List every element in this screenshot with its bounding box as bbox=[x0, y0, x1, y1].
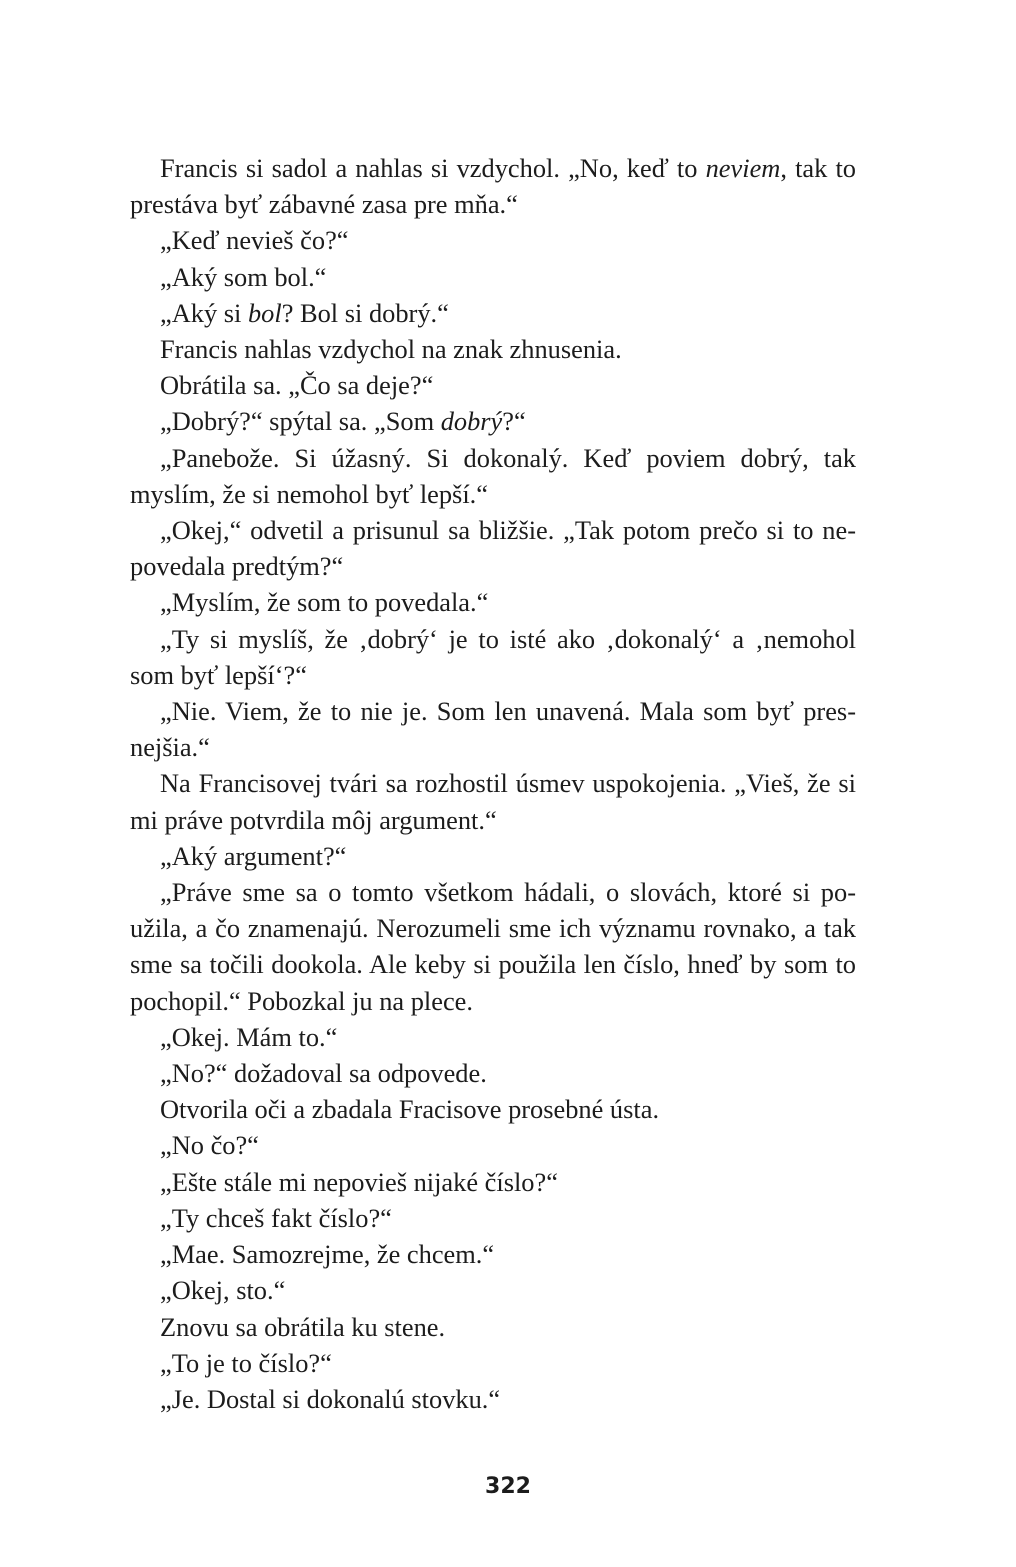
paragraph bbox=[130, 1309, 856, 1345]
text-segment: Otvorila oči a zbadala Fracisove prosebné ústa. bbox=[160, 1094, 660, 1125]
text-segment: Francis si sadol a nahlas si vzdychol. „No, keď to bbox=[160, 153, 706, 183]
text-segment: „Aký argument?“ bbox=[160, 840, 347, 871]
text-segment: , tak to prestáva byť zábavné zasa pre mňa.“ bbox=[130, 153, 857, 220]
paragraph bbox=[130, 512, 856, 584]
text-segment: Na Francisovej tvári sa rozhostil úsmev uspokojenia. „Vieš, že si mi práve potvrdila môj argument.“ bbox=[130, 768, 856, 835]
paragraph bbox=[130, 1381, 856, 1417]
paragraph bbox=[130, 1055, 856, 1091]
text-segment: „Práve sme sa o tomto všetkom hádali, o slovách, ktoré si použila, a čo znamenajú. Nerozumeli sme ich významu rovnako, a tak sme sa točili dookola. Ale keby si použila len číslo, hneď by som to pochopil.“ Pobozkal ju na plece. bbox=[130, 877, 856, 1016]
paragraph bbox=[130, 838, 856, 874]
italic-text: neviem bbox=[705, 153, 781, 183]
page-number: 322 bbox=[485, 1474, 531, 1499]
paragraph bbox=[130, 584, 856, 620]
text-segment: „Panebože. Si úžasný. Si dokonalý. Keď poviem dobrý, tak myslím, že si nemohol byť lepší.“ bbox=[130, 442, 856, 509]
text-segment: ?“ bbox=[502, 406, 526, 437]
paragraph bbox=[130, 403, 856, 439]
paragraph bbox=[130, 1236, 856, 1272]
text-segment: „Mae. Samozrejme, že chcem.“ bbox=[160, 1239, 495, 1270]
paragraph bbox=[130, 1200, 856, 1236]
paragraph bbox=[130, 440, 856, 512]
paragraph bbox=[130, 1019, 856, 1055]
text-segment: „To je to číslo?“ bbox=[160, 1347, 332, 1378]
paragraph bbox=[130, 1091, 856, 1127]
text-segment: Francis nahlas vzdychol na znak zhnusenia. bbox=[160, 334, 622, 365]
text-segment: Znovu sa obrátila ku stene. bbox=[160, 1311, 446, 1342]
text-segment: „Ešte stále mi nepovieš nijaké číslo?“ bbox=[160, 1166, 558, 1197]
text-segment: „Nie. Viem, že to nie je. Som len unavená. Mala som byť presnejšia.“ bbox=[130, 696, 856, 763]
italic-text: dobrý bbox=[440, 406, 503, 437]
paragraph bbox=[130, 1345, 856, 1381]
paragraph bbox=[130, 331, 856, 367]
paragraph bbox=[130, 621, 856, 693]
text-segment: „Keď nevieš čo?“ bbox=[160, 225, 349, 256]
text-segment: „Okej. Mám to.“ bbox=[160, 1021, 338, 1052]
paragraph bbox=[130, 693, 856, 765]
text-segment: Obrátila sa. „Čo sa deje?“ bbox=[160, 370, 434, 401]
text-segment: „No čo?“ bbox=[160, 1130, 259, 1161]
paragraph bbox=[130, 295, 856, 331]
text-segment: „Myslím, že som to povedala.“ bbox=[160, 587, 489, 618]
paragraph bbox=[130, 1127, 856, 1163]
paragraph bbox=[130, 367, 856, 403]
italic-text: bol bbox=[247, 297, 282, 328]
paragraph bbox=[130, 874, 856, 1019]
text-segment: „Dobrý?“ spýtal sa. „Som bbox=[160, 406, 441, 437]
paragraph bbox=[130, 1164, 856, 1200]
text-segment: „Okej, sto.“ bbox=[160, 1275, 286, 1306]
text-segment: „Aký som bol.“ bbox=[160, 261, 327, 292]
text-segment: „Je. Dostal si dokonalú stovku.“ bbox=[160, 1383, 501, 1414]
text-segment: „No?“ dožadoval sa odpovede. bbox=[160, 1058, 487, 1089]
paragraph bbox=[130, 1272, 856, 1308]
paragraph bbox=[130, 222, 856, 258]
text-segment: „Ty chceš fakt číslo?“ bbox=[160, 1202, 392, 1233]
paragraph bbox=[130, 150, 856, 222]
text-segment: „Ty si myslíš, že ‚dobrý‘ je to isté ako ‚dokonalý‘ a ‚nemohol som byť lepší‘?“ bbox=[130, 623, 856, 690]
text-segment: „Aký si bbox=[160, 297, 248, 328]
paragraph bbox=[130, 259, 856, 295]
paragraph bbox=[130, 765, 856, 837]
text-segment: „Okej,“ odvetil a prisunul sa bližšie. „Tak potom prečo si to nepovedala predtým?“ bbox=[130, 515, 856, 582]
text-segment: ? Bol si dobrý.“ bbox=[281, 297, 449, 328]
body-text bbox=[130, 150, 856, 1417]
